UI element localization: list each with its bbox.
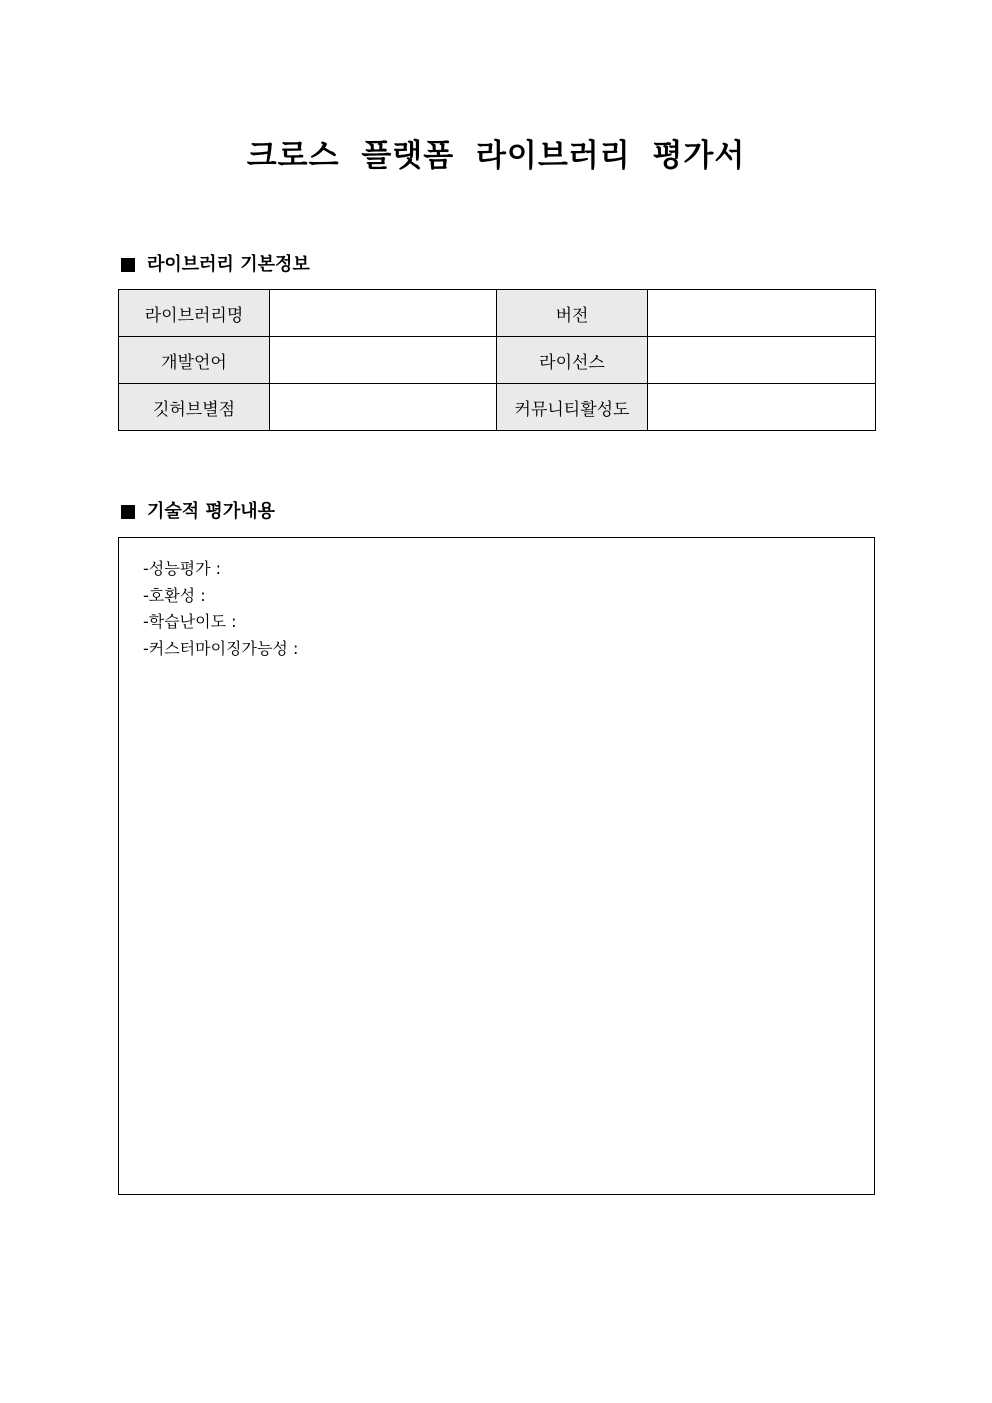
- field-version[interactable]: [648, 290, 876, 337]
- table-row: [119, 384, 876, 431]
- label-license: 라이선스: [497, 337, 648, 384]
- section-heading-label: 기술적 평가내용: [147, 501, 275, 522]
- field-library-name[interactable]: [270, 290, 497, 337]
- table-row: [119, 337, 876, 384]
- section-heading-technical-eval: [119, 500, 275, 524]
- page-title: 크로스 플랫폼 라이브러리 평가서: [246, 138, 746, 174]
- eval-item-learning-difficulty: -학습난이도 :: [143, 612, 237, 631]
- table-row: [119, 290, 876, 337]
- technical-eval-list: [143, 556, 298, 662]
- label-community-activity: 커뮤니티활성도: [497, 384, 648, 431]
- field-license[interactable]: [648, 337, 876, 384]
- eval-item-customizability: -커스터마이징가능성 :: [143, 638, 299, 658]
- field-github-stars[interactable]: [270, 384, 497, 431]
- label-dev-language: 개발언어: [119, 337, 270, 384]
- field-community-activity[interactable]: [648, 384, 876, 431]
- label-version: 버전: [497, 290, 648, 337]
- eval-item-performance: -성능평가 :: [143, 559, 222, 578]
- section-heading-label: 라이브러리 기본정보: [147, 254, 310, 275]
- label-github-stars: 깃허브별점: [119, 384, 270, 431]
- square-bullet-icon: [121, 258, 135, 272]
- square-bullet-icon: [121, 505, 135, 519]
- section-heading-basic-info: [119, 253, 310, 277]
- label-library-name: 라이브러리명: [119, 290, 270, 337]
- basic-info-table: [118, 289, 876, 431]
- field-dev-language[interactable]: [270, 337, 497, 384]
- eval-item-compatibility: -호환성 :: [143, 585, 206, 605]
- technical-eval-box[interactable]: [118, 537, 875, 1195]
